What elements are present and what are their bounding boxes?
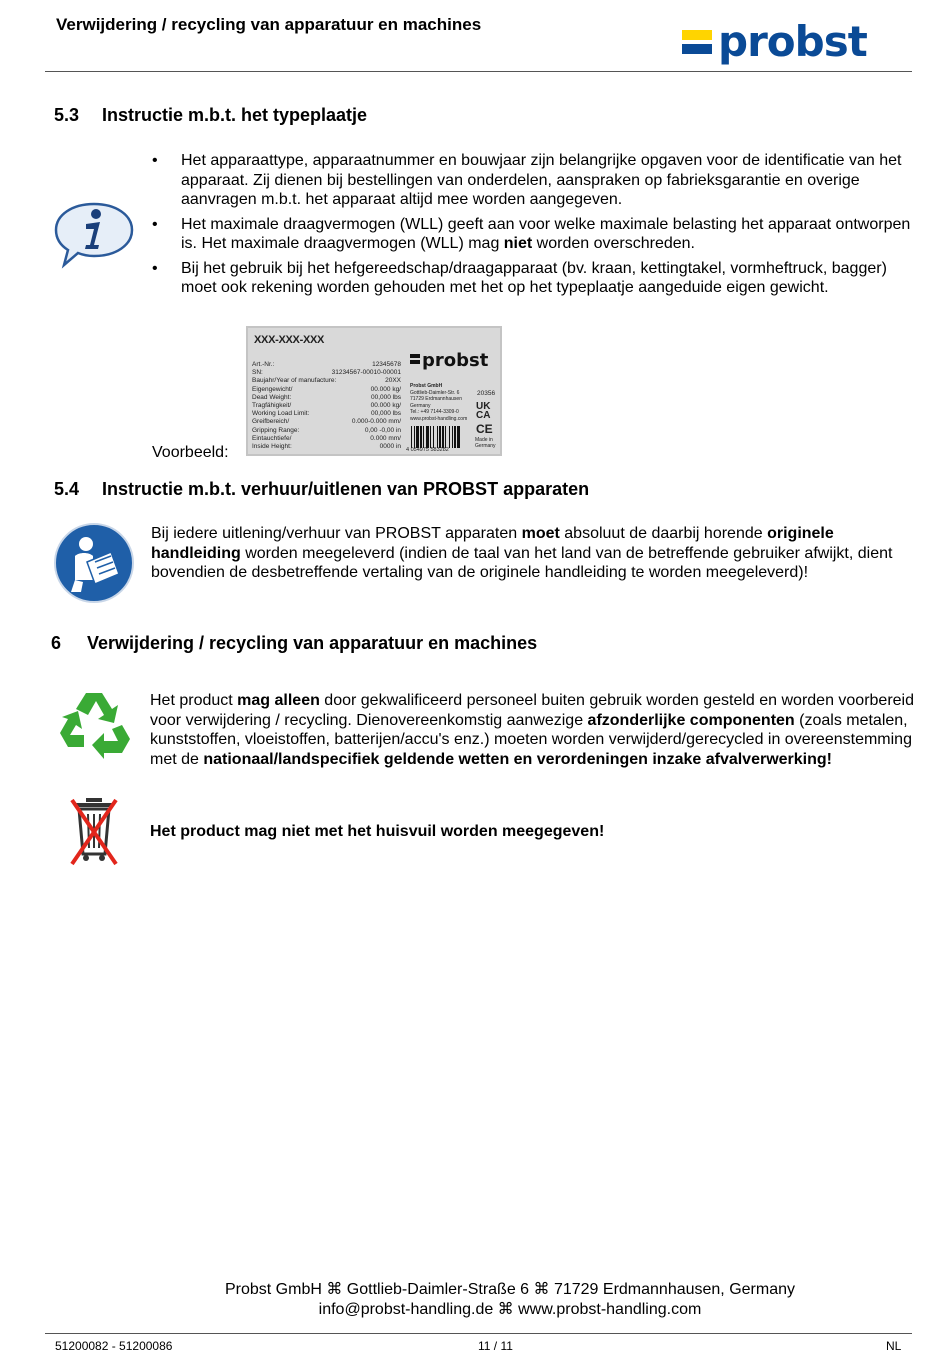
type-plate-row-label: Dead Weight: <box>252 393 292 401</box>
type-plate-row-value: 0,00 -0,00 in <box>364 426 401 434</box>
section-6-text: Het product mag alleen door gekwalificeerd personeel buiten gebruik worden gesteld en worden voorbereid voor verwijdering / recycling. Dienovereenkomstig aanwezige afzonderlijke componenten (zoals metalen, kunststoffen, vloeistoffen, batterijen/accu's enz.) moeten worden verwijderd/gerecycled in overeenstemming met de nationaal/landspecifiek geldende wetten en verordeningen inzake afvalverwerking! <box>150 692 915 768</box>
section-title: Verwijdering / recycling van apparatuur en machines <box>87 633 538 653</box>
type-plate-company-line: Tel.: +49 7144-3309-0 <box>410 409 459 415</box>
example-label: Voorbeeld: <box>152 444 229 461</box>
made-in-line2: Germany <box>475 443 496 449</box>
type-plate-row-label: Inside Height: <box>252 443 292 450</box>
type-plate-image <box>246 326 502 456</box>
section-5-4-heading <box>54 479 589 500</box>
list-item: • Bij het gebruik bij het hefgereedschap/draagapparaat (bv. kraan, kettingtakel, vormheftruck, bagger) moet ook rekening worden gehouden met het op het typeplaatje aangeduide eigen gewicht. <box>152 259 912 298</box>
probst-logo <box>680 20 906 68</box>
section-title: Instructie m.b.t. verhuur/uitlenen van PROBST apparaten <box>102 479 590 499</box>
type-plate-title: XXX-XXX-XXX <box>254 334 325 346</box>
logo-wordmark: probst <box>718 20 867 66</box>
section-5-4-text: Bij iedere uitlening/verhuur van PROBST apparaten moet absoluut de daarbij horende originele handleiding worden meegeleverd (indien de taal van het land van de betreffende gebruiker afwijkt, dient bovendien de desbetreffende vertaling van de originele handleiding te worden meegeleverd)! <box>151 525 893 581</box>
type-plate-company-line: Gottlieb-Daimler-Str. 6 <box>410 389 460 396</box>
type-plate-row-label: Baujahr/Year of manufacture: <box>252 377 337 385</box>
info-speech-bubble-icon <box>52 201 136 269</box>
page-number: 11 / 11 <box>478 1339 513 1353</box>
type-plate-row-value: 12345678 <box>372 361 401 368</box>
header-title: Verwijdering / recycling van apparatuur en machines <box>56 15 482 34</box>
type-plate-row-label: Tragfähigkeit/ <box>252 402 292 409</box>
section-5-3-bullets <box>152 151 912 303</box>
recycling-icon <box>56 689 132 761</box>
type-plate-row-value: 00,000 lbs <box>371 410 401 418</box>
list-item: • Het maximale draagvermogen (WLL) geeft aan voor welke maximale belasting het apparaat ontworpen is. Het maximale draagvermogen (WLL) mag niet worden overschreden. <box>152 215 912 254</box>
type-plate-code: 20356 <box>477 390 496 397</box>
header-rule <box>45 71 912 72</box>
type-plate-row-value: 00.000 kg/ <box>370 385 401 393</box>
section-number: 5.3 <box>54 105 80 125</box>
type-plate-row-label: Gripping Range: <box>252 426 300 434</box>
list-item: • Het apparaattype, apparaatnummer en bouwjaar zijn belangrijke opgaven voor de identificatie van het apparaat. Zij dienen bij bestellingen van onderdelen, aanspraken op fabrieksgarantie en overige aanvragen m.b.t. het apparaat altijd mee worden aangegeven. <box>152 151 912 210</box>
type-plate-row-value: 00,000 lbs <box>371 393 401 401</box>
doc-number: 51200082 - 51200086 <box>55 1339 173 1353</box>
footer-address: Probst GmbH ⌘ Gottlieb-Daimler-Straße 6 ⌘ 71729 Erdmannhausen, Germany <box>224 1281 795 1298</box>
section-number: 5.4 <box>54 479 80 499</box>
type-plate-row-value: 0.000 mm/ <box>370 434 401 442</box>
type-plate-company-line: 71729 Erdmannhausen <box>410 396 462 402</box>
type-plate-logo <box>410 350 500 375</box>
section-title: Instructie m.b.t. het typeplaatje <box>102 105 368 125</box>
type-plate-row-value: 0000 in <box>379 443 401 450</box>
ce-mark: CE <box>476 422 493 436</box>
svg-text:probst: probst <box>422 350 489 370</box>
type-plate-company-line: Germany <box>410 402 431 409</box>
read-manual-icon <box>53 522 135 604</box>
type-plate-row-label: Eintauchtiefe/ <box>252 434 292 442</box>
ca-mark: CA <box>476 410 491 421</box>
type-plate-row-value: 31234567-00010-00001 <box>331 369 401 377</box>
type-plate-row-value: 0.000-0.000 mm/ <box>351 418 401 426</box>
uk-mark: UK <box>476 401 491 412</box>
type-plate-row-label: Working Load Limit: <box>252 410 310 418</box>
section-6-heading <box>51 633 537 654</box>
disposal-warning: Het product mag niet met het huisvuil worden meegegeven! <box>150 823 605 840</box>
type-plate-row-label: Art.-Nr.: <box>252 361 275 368</box>
type-plate-row-label: Greifbereich/ <box>252 418 290 426</box>
type-plate-row-label: Eigengewicht/ <box>252 385 293 393</box>
language-code: NL <box>886 1339 902 1353</box>
type-plate-row-value: 20XX <box>385 377 401 385</box>
footer-contact: info@probst-handling.de ⌘ www.probst-handling.com <box>318 1301 702 1318</box>
type-plate-company-line: Probst GmbH <box>410 383 443 389</box>
section-number: 6 <box>51 633 62 653</box>
footer-rule <box>45 1333 912 1334</box>
type-plate-company-line: www.probst-handling.com <box>410 415 468 422</box>
crossed-out-bin-icon <box>70 796 118 866</box>
type-plate-row-value: 00.000 kg/ <box>370 402 401 409</box>
type-plate-row-label: SN: <box>252 369 263 377</box>
made-in-line1: Made in <box>475 437 493 443</box>
section-5-3-heading <box>54 105 367 126</box>
barcode-number: 4 054975 583282 <box>406 447 449 453</box>
